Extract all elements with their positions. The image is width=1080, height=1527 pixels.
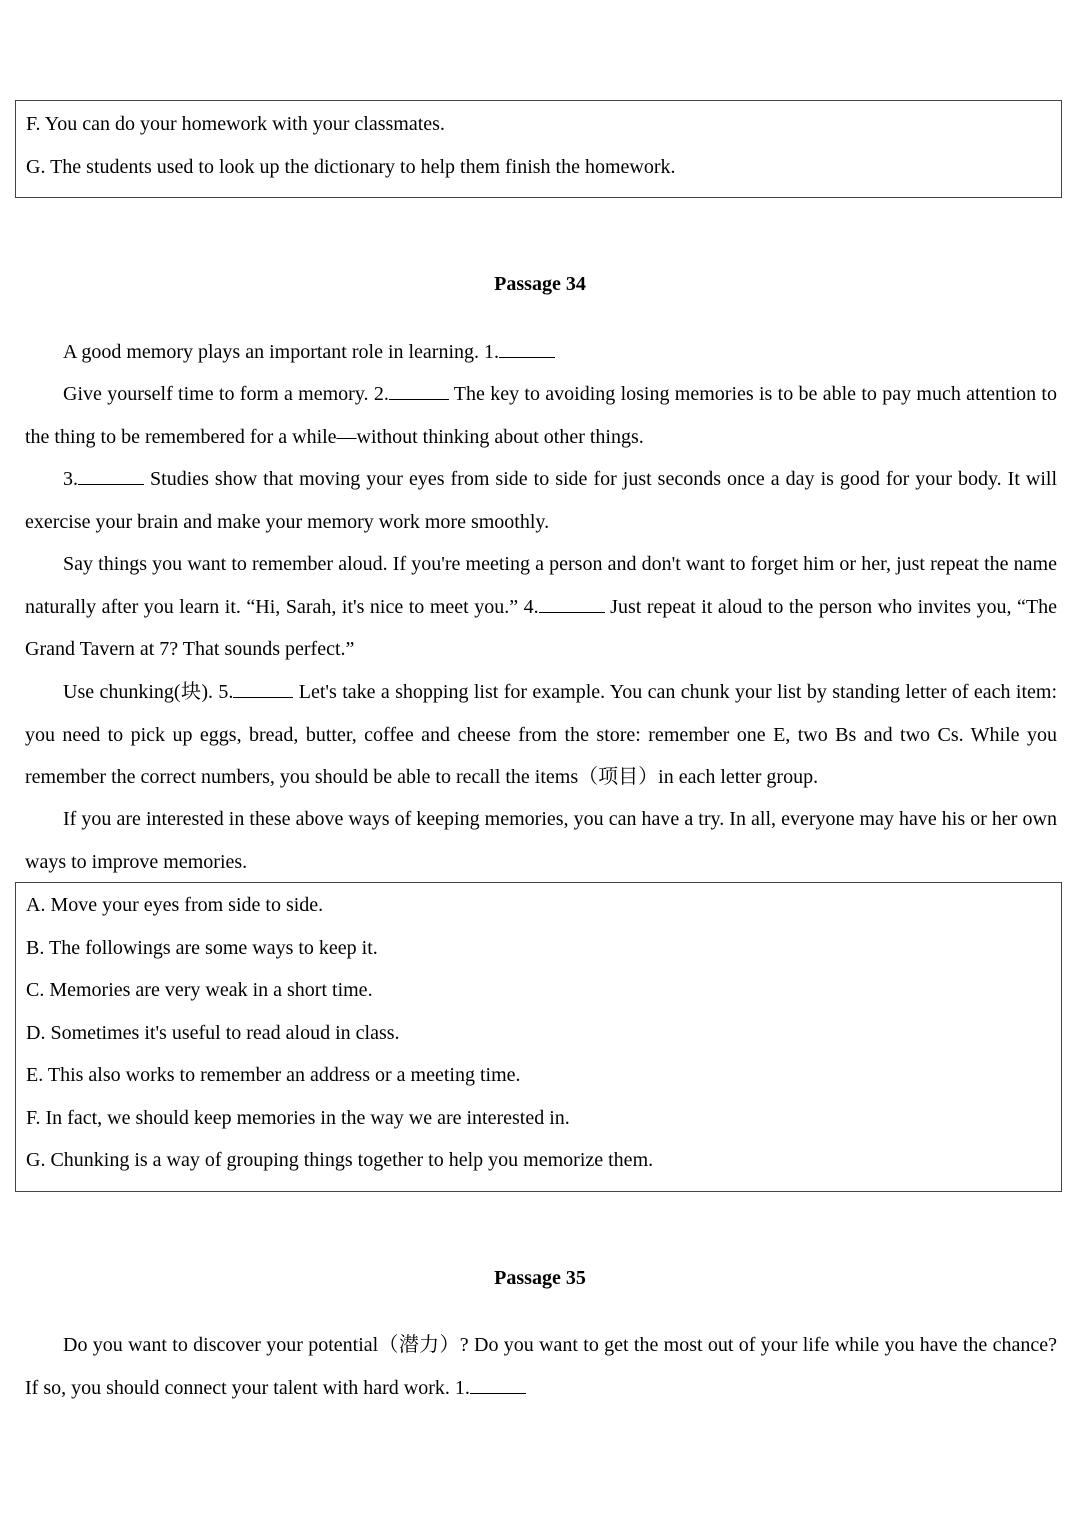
option-a: A. Move your eyes from side to side. [26,894,324,916]
option-d: D. Sometimes it's useful to read aloud in class. [26,1021,400,1044]
option-g: G. The students used to look up the dictionary to help them finish the homework. [26,155,676,178]
passage-34-paragraph-4: Say things you want to remember aloud. If you're meeting a person and don't want to forget him or her, just repeat the name naturally after you learn it. “Hi, Sarah, it's nice to meet you.” 4. Just repeat it aloud to the person who invites you, “The Grand Tavern at 7? That sounds perfect.” [25,553,1057,660]
answer-blank-3 [78,464,144,485]
passage-34-title: Passage 34 [494,273,586,295]
passage-34-paragraph-3: 3. Studies show that moving your eyes from side to side for just seconds once a day is good for your body. It will exercise your brain and make your memory work more smoothly. [25,458,1057,543]
answer-blank-5 [233,677,293,698]
answer-blank-4 [539,592,605,613]
passage-34-paragraph-2: Give yourself time to form a memory. 2. The key to avoiding losing memories is to be able to pay much attention to the thing to be remembered for a while—without thinking about other things. [25,373,1057,458]
passage-34-paragraph-6: If you are interested in these above ways of keeping memories, you can have a try. In all, everyone may have his or her own ways to improve memories. [25,808,1057,873]
option-f: F. You can do your homework with your classmates. [26,113,445,135]
answer-blank-2 [389,379,449,400]
passage-34-paragraph-5: Use chunking(块). 5. Let's take a shopping list for example. You can chunk your list by standing letter of each item: you need to pick up eggs, bread, butter, coffee and cheese from the store: remember one E, two Bs and two Cs. While you remember the correct numbers, you should be able to recall the items（项目）in each letter group. [25,671,1057,799]
option-e: E. This also works to remember an address or a meeting time. [26,1064,521,1086]
options-box-previous [15,100,1062,198]
answer-blank-1 [470,1373,526,1394]
option-g: G. Chunking is a way of grouping things together to help you memorize them. [26,1149,654,1171]
passage-35-title: Passage 35 [494,1267,586,1289]
answer-blank-1 [499,337,555,358]
options-box-passage-34 [15,882,1062,1192]
option-c: C. Memories are very weak in a short time. [26,979,373,1001]
option-f: F. In fact, we should keep memories in the way we are interested in. [26,1106,570,1129]
option-b: B. The followings are some ways to keep it. [26,936,378,959]
passage-35-paragraph-1: Do you want to discover your potential（潜力）? Do you want to get the most out of your life while you have the chance?If so, you should connect your talent with hard work. 1. [25,1334,1057,1399]
passage-34-paragraph-1: A good memory plays an important role in learning. 1. [25,331,1057,374]
